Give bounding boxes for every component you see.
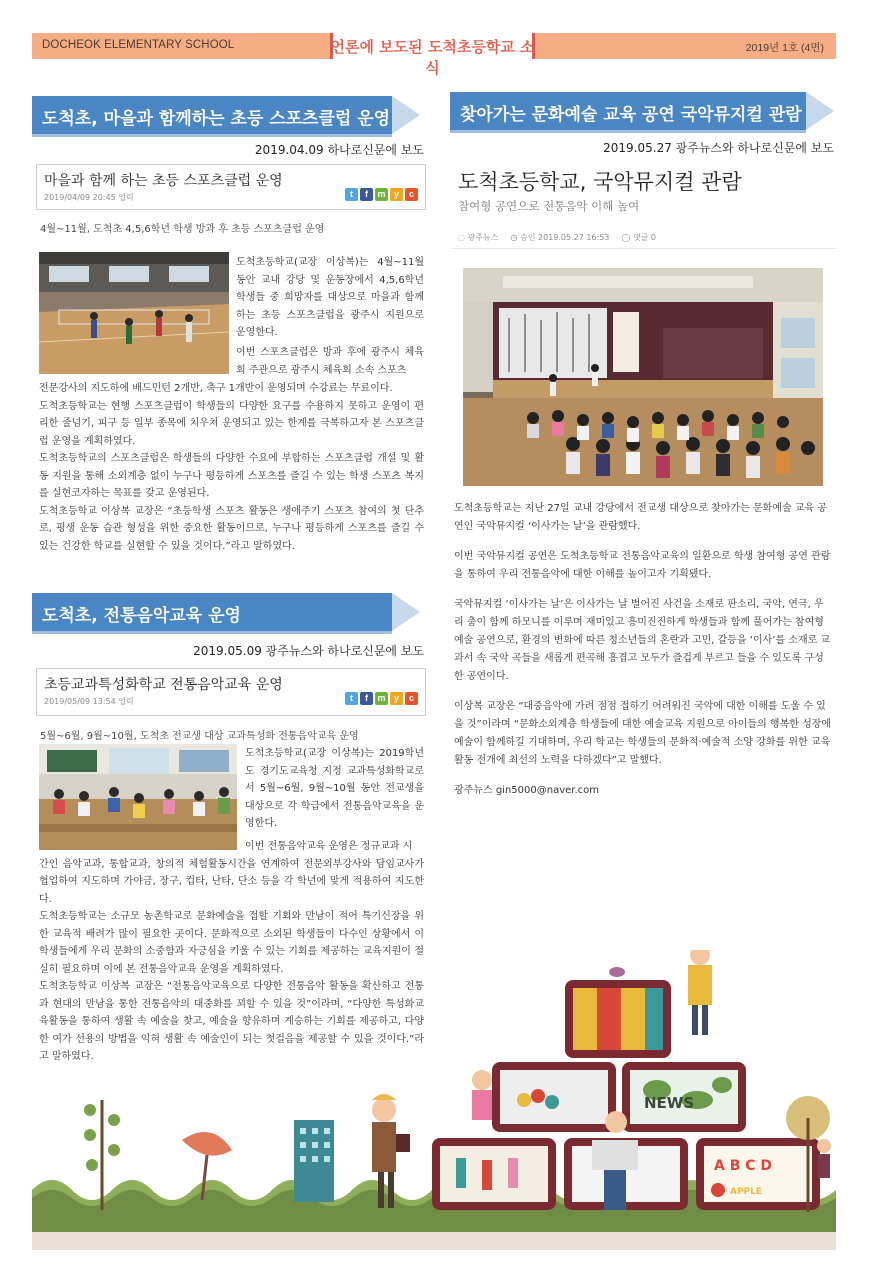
article-body-top [236, 254, 424, 342]
article-title: 마을과 함께 하는 초등 스포츠클럽 운영 [44, 173, 283, 189]
paragraph: 도척초등학교 이상복 교장은 “전통음악교육으로 다양한 전통음악 활동을 확산하고 전통과 현대의 만남을 통한 전통음악의 대중화를 꾀할 수 있을 것”이라며, “다양한 특성화교육활동을 통하여 생활 속 예술을 찾고, 예술을 향유하며 계승하는 기회를 제공하고, 다양한 여가 선용의 방법을 익혀 생활 속 예술인이 되는 첫걸음을 제공할 수 있을 것이다.”라고 말하였다. [39, 981, 424, 1062]
section-banner-music [32, 593, 392, 631]
paragraph: 도척초등학교(교장 이상복)는 4월~11월 동안 교내 강당 및 운동장에서 4,5,6학년 학생들 중 희망자를 대상으로 마을과 함께 하는 초등 스포츠클럽을 광주시 지원으로 운영한다. [236, 257, 424, 338]
report-date: 2019.05.27 광주뉴스와 하나로신문에 보도 [603, 141, 834, 155]
share-icons [345, 692, 418, 705]
gym-badminton-photo [39, 252, 229, 374]
school-name: DOCHEOK ELEMENTARY SCHOOL [42, 39, 235, 51]
paragraph: 도척초등학교 이상복 교장은 “초등학생 스포츠 활동은 생애주기 스포츠 참여의 첫 단추로, 평생 운동 습관 형성을 위한 중요한 활동이므로, 누구나 평등하게 스포츠를 즐길 수 있는 건강한 학교를 실현할 수 있을 것이다.”라고 말하였다. [39, 505, 424, 552]
paragraph: 국악뮤지컬 ‘이사가는 날’은 이사가는 날 벌어진 사건을 소재로 판소리, 국악, 연극, 우리 춤이 함께 하모니를 이루며 재미있고 흥미진진하게 학생들과 함께 풀어가는 참여형 예술 공연으로, 환경의 변화에 따른 청소년들의 혼란과 고민, 갈등을 ‘이사’를 소재로 교과서 속 국악 곡들을 새롭게 편곡해 흥겹고 모두가 즐겁게 부르고 들을 수 있도록 구성한 공연이다. [454, 599, 831, 682]
article-subtitle: 참여형 공연으로 전통음악 이해 높여 [458, 199, 640, 213]
article-body [39, 380, 424, 555]
article-body-side [236, 344, 424, 379]
twitter-icon[interactable]: t [345, 692, 358, 705]
byline: 광주뉴스 gin5000@naver.com [454, 785, 599, 796]
facebook-icon[interactable]: f [360, 188, 373, 201]
me2day-icon[interactable]: m [375, 188, 388, 201]
article-meta [458, 232, 656, 243]
cyworld-icon[interactable]: c [405, 692, 418, 705]
section-banner-sports [32, 96, 392, 134]
paragraph-start: 이번 스포츠클럽은 방과 후에 광주시 체육회 주관으로 광주시 체육회 소속 스포츠 [236, 347, 424, 376]
comment-icon: ◯ [621, 233, 633, 242]
classroom-music-photo [39, 744, 237, 850]
article-body-top [245, 745, 424, 833]
section-banner-musical [450, 92, 806, 130]
yozm-icon[interactable]: y [390, 692, 403, 705]
paragraph: 도척초등학교(교장 이상복)는 2019학년도 경기도교육청 지정 교과특성화학교로서 5월~6월, 9월~10월 동안 전교생을 대상으로 각 학급에서 전통음악교육을 운영한다. [245, 748, 424, 829]
paragraph: 이번 국악뮤지컬 공연은 도척초등학교 전통음악교육의 일환으로 학생 참여형 공연 관람을 통하여 우리 전통음악에 대한 이해를 높이고자 기획됐다. [454, 551, 831, 580]
article-timestamp: 2019/04/09 20:45 입력 [44, 193, 134, 202]
apple-label: APPLE [730, 1187, 763, 1197]
article-timestamp: 2019/05/09 13:54 입력 [44, 697, 134, 706]
news-label: NEWS [644, 1094, 695, 1112]
user-icon: ◌ [458, 233, 468, 242]
meta-author: ◌ 광주뉴스 [458, 233, 499, 242]
article-subtitle: 4월~11월, 도척초 4,5,6학년 학생 방과 후 초등 스포츠클럽 운영 [40, 224, 325, 235]
media-illustration [32, 950, 836, 1250]
musical-performance-photo [463, 268, 823, 486]
newsletter-title-box [330, 30, 535, 77]
paragraph: 도척초등학교는 현행 스포츠클럽이 학생들의 다양한 요구를 수용하지 못하고 운영이 편리한 줄넘기, 피구 등 일부 종목에 치우쳐 운영되고 있는 한계를 극복하고자 본 스포츠클럽 운영을 계획하였다. [39, 400, 424, 447]
article-body [454, 500, 832, 812]
newsletter-title: 언론에 보도된 도척초등학교 소식 [330, 38, 535, 77]
article-title: 도척초등학교, 국악뮤지컬 관람 [458, 170, 742, 194]
section-title: 찾아가는 문화예술 교육 공연 국악뮤지컬 관람 [460, 105, 802, 125]
yozm-icon[interactable]: y [390, 188, 403, 201]
facebook-icon[interactable]: f [360, 692, 373, 705]
cyworld-icon[interactable]: c [405, 188, 418, 201]
abcd-label: A B C D [714, 1158, 773, 1174]
meta-comments[interactable]: ◯ 댓글 0 [621, 233, 656, 242]
meta-date: ◷ 승인 2019.05.27 16:53 [510, 233, 610, 242]
paragraph: 간인 음악교과, 통합교과, 창의적 체험활동시간을 연계하여 전문외부강사와 담임교사가 협업하여 지도하며 가야금, 장구, 컵타, 난타, 단소 등을 각 학년에 맞게 적용하여 지도한다. [39, 858, 424, 905]
report-date: 2019.05.09 광주뉴스와 하나로신문에 보도 [193, 644, 424, 658]
me2day-icon[interactable]: m [375, 692, 388, 705]
paragraph: 도척초등학교의 스포츠클럽은 학생들의 다양한 수요에 부합하는 스포츠클럽 개설 및 활동 지원을 통해 소외계층 없이 누구나 평등하게 스포츠를 즐길 수 있는 학생 스포츠 복지를 실현코자하는 목표를 갖고 운영된다. [39, 453, 424, 499]
twitter-icon[interactable]: t [345, 188, 358, 201]
section-title: 도척초, 마을과 함께하는 초등 스포츠클럽 운영 [42, 109, 391, 129]
article-subtitle: 5월~6월, 9월~10월, 도척초 전교생 대상 교과특성화 전통음악교육 운영 [40, 731, 359, 742]
paragraph: 전문강사의 지도하에 배드민턴 2개반, 축구 1개반이 운영되며 수강료는 무료이다. [39, 383, 393, 394]
issue-number: 2019년 1호 (4면) [745, 42, 824, 54]
article-header-box [36, 668, 426, 716]
paragraph-start: 이번 전통음악교육 운영은 정규교과 시 [245, 841, 413, 852]
article-title: 초등교과특성화학교 전통음악교육 운영 [44, 677, 283, 693]
clock-icon: ◷ [510, 233, 520, 242]
paragraph: 도척초등학교는 소규모 농촌학교로 문화예술을 접할 기회와 만남이 적어 특기신장을 위한 교육적 배려가 많이 필요한 곳이다. 문화적으로 소외된 학생들이 다수인 상황에서 이 학생들에게 우리 문화의 소중함과 자긍심을 키울 수 있는 기회를 제공하는 교육지원이 절실히 필요하며 이에 본 전통음악교육 운영을 계획하였다. [39, 911, 424, 975]
report-date: 2019.04.09 하나로신문에 보도 [254, 143, 424, 157]
paragraph: 도척초등학교는 지난 27일 교내 강당에서 전교생 대상으로 찾아가는 문화예술 교육 공연인 국악뮤지컬 ‘이사가는 날’을 관람했다. [454, 503, 827, 532]
paragraph: 이상복 교장은 “대중음악에 가려 점점 접하기 어려워진 국악에 대한 이해를 도울 수 있을 것”이라며 “문화소외계층 학생들에 대한 예술교육 지원으로 아이들의 행복한 성장에 예술이 함께하길 기대하며, 우리 학교는 학생들의 문화적·예술적 소양 강화를 위한 교육 활동 전개에 최선의 노력을 다하겠다”고 말했다. [454, 701, 832, 766]
section-title: 도척초, 전통음악교육 운영 [42, 606, 241, 626]
divider [452, 248, 836, 249]
article-header-box [36, 164, 426, 210]
share-icons [345, 188, 418, 201]
